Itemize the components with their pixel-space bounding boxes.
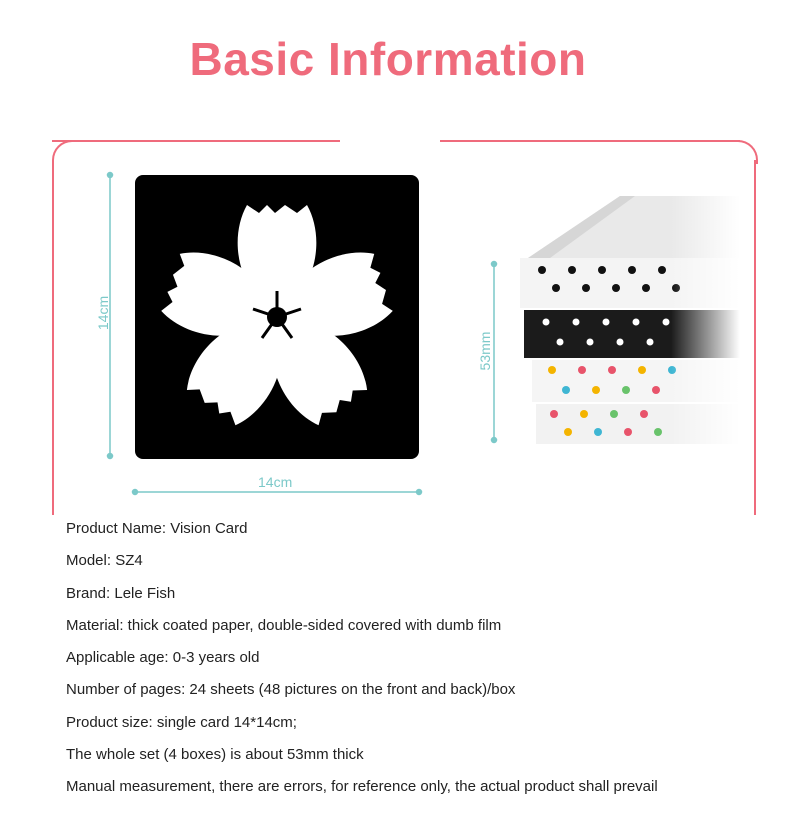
info-model: Model: SZ4 [66,552,143,570]
info-product-name: Product Name: Vision Card [66,520,248,537]
info-applicable-age: Applicable age: 0-3 years old [66,649,260,667]
info-disclaimer: Manual measurement, there are errors, for reference only, the actual product shall prevail [66,778,658,796]
info-number-of-pages: Number of pages: 24 sheets (48 pictures on the front and back)/box [66,681,516,699]
card-width-label: 14cm [258,474,293,490]
info-product-size: Product size: single card 14*14cm; [66,713,297,731]
box-stack-image [510,188,740,458]
set-thickness-label: 53mm [477,331,493,371]
info-set-thickness: The whole set (4 boxes) is about 53mm thick [66,746,364,764]
info-material: Material: thick coated paper, double-sided covered with dumb film [66,616,502,634]
card-height-label: 14cm [95,295,111,331]
flower-card-image [135,175,419,459]
product-info-list [66,518,766,809]
info-brand: Brand: Lele Fish [66,584,176,602]
page-title: Basic Information [189,33,587,85]
